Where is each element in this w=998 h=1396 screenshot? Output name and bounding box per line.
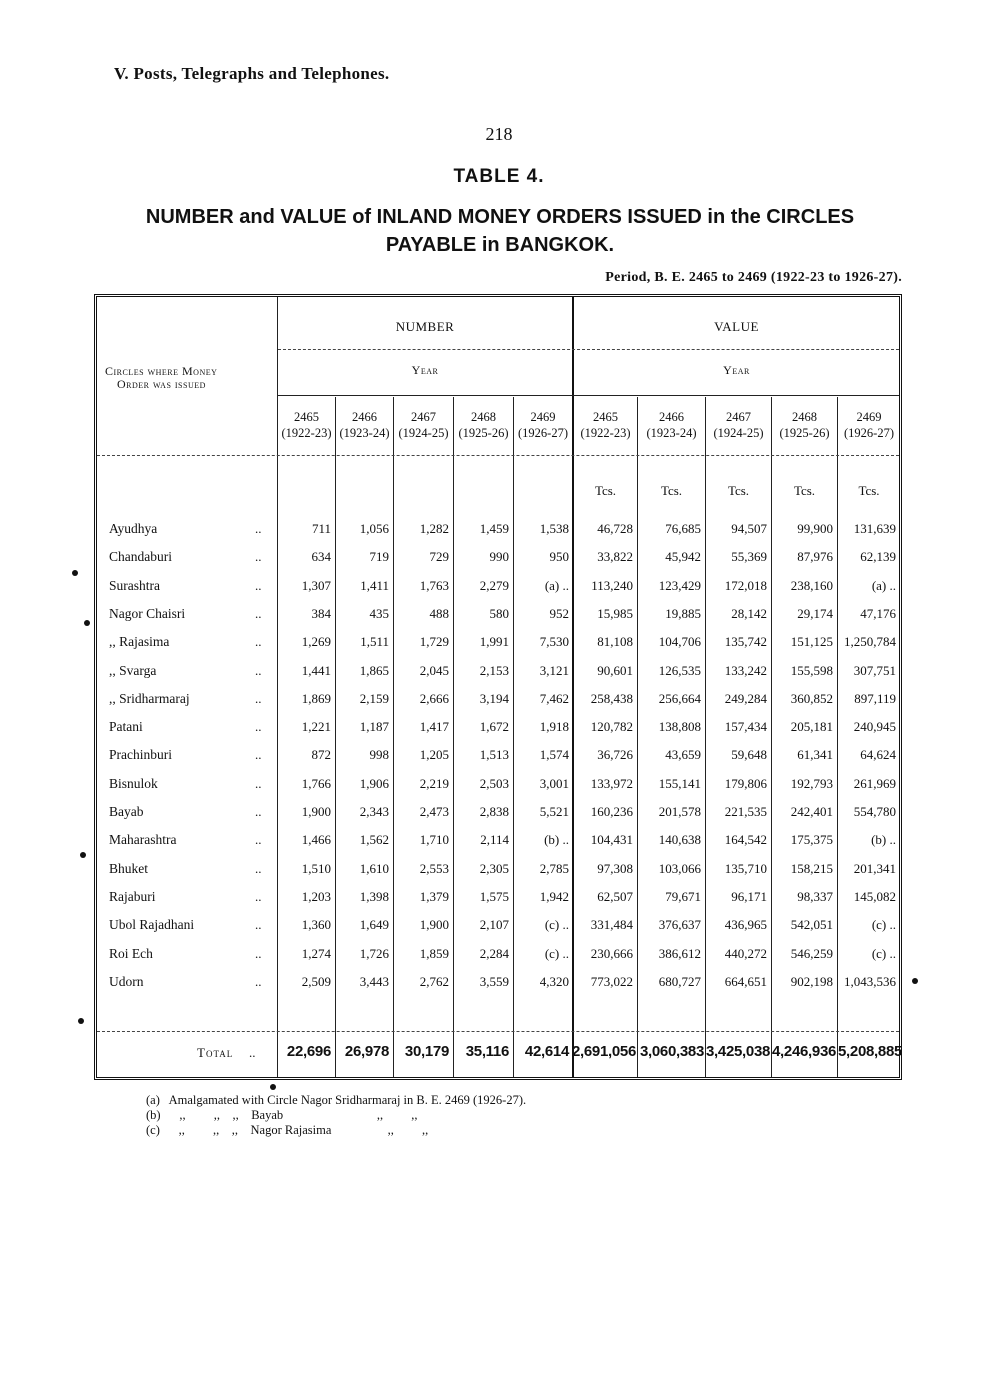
value-cell: 113,240	[591, 577, 633, 593]
table-row	[97, 549, 905, 577]
header-rule	[97, 455, 899, 456]
number-cell: 711	[311, 521, 331, 536]
year-header-value-2467: 2467 (1924-25)	[713, 410, 764, 440]
value-cell: 160,236	[590, 804, 633, 819]
number-cell: 1,942	[539, 888, 569, 904]
table-label: TABLE 4.	[453, 166, 545, 187]
value-cell: 201,341	[853, 860, 896, 876]
value-cell: 45,942	[665, 549, 701, 565]
table-row	[97, 521, 905, 549]
number-cell: 3,194	[479, 690, 509, 706]
value-cell: 104,431	[590, 832, 633, 848]
value-cell: 436,965	[724, 917, 767, 933]
number-cell: 1,307	[301, 577, 331, 593]
number-cell: (c) ..	[544, 917, 569, 933]
year-header-value-2465: 2465 (1922-23)	[580, 410, 631, 440]
value-cell: 1,250,784	[844, 634, 896, 650]
number-cell: 1,360	[301, 917, 331, 933]
circle-name: Nagor Chaisri	[109, 605, 186, 621]
value-cell: 151,125	[790, 634, 833, 650]
value-cell: 94,507	[731, 521, 767, 536]
row-leader-dots: ..	[249, 1045, 256, 1060]
value-cell: 98,337	[797, 888, 833, 904]
number-cell: 990	[489, 549, 509, 565]
number-cell: (b) ..	[544, 832, 569, 848]
year-header-value-2466: 2466 (1923-24)	[646, 410, 697, 440]
number-cell: 952	[549, 605, 569, 621]
total-number-2466: 26,978	[344, 1043, 389, 1060]
value-cell: 230,666	[590, 945, 633, 961]
value-cell: 29,174	[797, 605, 833, 621]
row-leader-dots: ..	[255, 860, 262, 876]
number-cell: 488	[429, 605, 449, 621]
value-cell: 773,022	[590, 973, 633, 989]
value-cell: (c) ..	[871, 917, 896, 933]
value-cell: 192,793	[790, 775, 833, 791]
value-cell: 99,900	[797, 521, 833, 536]
value-cell: 542,051	[790, 917, 833, 933]
value-cell: 331,484	[590, 917, 633, 933]
value-cell: 76,685	[665, 521, 701, 536]
value-cell: 90,601	[597, 662, 633, 678]
table-row	[97, 634, 905, 662]
number-cell: 1,411	[360, 577, 389, 593]
number-cell: 580	[489, 605, 509, 621]
number-cell: (c) ..	[544, 945, 569, 961]
row-leader-dots: ..	[255, 804, 262, 819]
value-cell: 258,438	[590, 690, 633, 706]
total-value-2466: 3,060,383	[639, 1043, 704, 1060]
number-cell: 729	[429, 549, 449, 565]
value-cell: 440,272	[724, 945, 767, 961]
value-cell: 680,727	[658, 973, 701, 989]
value-cell: 28,142	[731, 605, 767, 621]
number-cell: 384	[311, 605, 331, 621]
number-cell: 1,900	[301, 804, 331, 819]
number-cell: 1,274	[301, 945, 331, 961]
value-cell: 261,969	[853, 775, 896, 791]
number-cell: 2,343	[359, 804, 389, 819]
table-row	[97, 776, 905, 804]
value-cell: 240,945	[853, 719, 896, 735]
row-leader-dots: ..	[255, 690, 262, 706]
number-cell: 1,282	[419, 521, 449, 536]
number-cell: 1,056	[359, 521, 389, 536]
number-cell: 1,203	[301, 888, 331, 904]
number-cell: 2,219	[419, 775, 449, 791]
unit-label: Tcs.	[858, 483, 880, 498]
number-cell: 1,918	[539, 719, 569, 735]
number-cell: 2,503	[479, 775, 509, 791]
value-cell: (c) ..	[871, 945, 896, 961]
circles-header-line2: Order was issued	[117, 377, 206, 391]
value-cell: 249,284	[724, 690, 767, 706]
number-cell: 1,869	[301, 690, 331, 706]
value-cell: 120,782	[590, 719, 633, 735]
year-header-number-2465: 2465 (1922-23)	[281, 410, 332, 440]
number-cell: 998	[369, 747, 389, 763]
scan-speck	[84, 620, 90, 626]
number-group-header: NUMBER	[395, 319, 455, 334]
value-cell: 172,018	[724, 577, 767, 593]
value-cell: 47,176	[860, 605, 896, 621]
table-row	[97, 889, 905, 917]
number-cell: 1,575	[479, 888, 509, 904]
circle-name: Ayudhya	[109, 521, 158, 536]
number-year-header: Year	[411, 363, 439, 377]
number-cell: 2,473	[419, 804, 449, 819]
value-cell: 131,639	[853, 521, 896, 536]
circle-name: Ubol Rajadhani	[109, 917, 195, 933]
section-header: V. Posts, Telegraphs and Telephones.	[114, 64, 390, 83]
row-leader-dots: ..	[255, 747, 262, 763]
table-row	[97, 832, 905, 860]
number-cell: 1,763	[419, 577, 449, 593]
circles-header-line1: Circles where Money	[105, 364, 218, 378]
row-leader-dots: ..	[255, 549, 262, 565]
circle-name: Rajaburi	[109, 888, 156, 904]
table-title-line1: NUMBER and VALUE of INLAND MONEY ORDERS ISSUED in the CIRCLES	[145, 206, 855, 228]
number-cell: 1,672	[479, 719, 509, 735]
number-cell: 2,107	[479, 917, 509, 933]
number-cell: 1,441	[301, 662, 331, 678]
row-leader-dots: ..	[255, 945, 262, 961]
total-number-2467: 30,179	[404, 1043, 449, 1060]
number-cell: 1,511	[360, 634, 389, 650]
total-value-2468: 4,246,936	[772, 1043, 837, 1060]
value-cell: 46,728	[597, 521, 633, 536]
value-cell: 664,651	[724, 973, 767, 989]
value-cell: 104,706	[658, 634, 701, 650]
total-number-2469: 42,614	[524, 1043, 569, 1060]
number-cell: 1,379	[419, 888, 449, 904]
scan-speck	[78, 1018, 84, 1024]
number-cell: 1,906	[359, 775, 389, 791]
number-cell: 2,838	[479, 804, 509, 819]
number-cell: 1,726	[359, 945, 389, 961]
value-cell: 360,852	[790, 690, 833, 706]
number-cell: 2,785	[539, 860, 569, 876]
year-header-number-2467: 2467 (1924-25)	[398, 410, 449, 440]
number-cell: 1,513	[479, 747, 509, 763]
unit-label: Tcs.	[660, 483, 683, 498]
year-header-number-2468: 2468 (1925-26)	[458, 410, 509, 440]
value-cell: 376,637	[658, 917, 701, 933]
value-cell: 221,535	[724, 804, 767, 819]
year-header-number-2469: 2469 (1926-27)	[518, 410, 568, 440]
value-cell: 242,401	[790, 804, 833, 819]
number-cell: 2,284	[479, 945, 509, 961]
number-cell: 1,187	[359, 719, 389, 735]
table-row	[97, 747, 905, 775]
number-cell: 634	[311, 549, 331, 565]
table-row	[97, 804, 905, 832]
number-cell: 1,538	[539, 521, 569, 536]
number-cell: 1,991	[479, 634, 509, 650]
circle-name: Udorn	[109, 973, 144, 989]
table-row	[97, 578, 905, 606]
row-leader-dots: ..	[255, 775, 262, 791]
number-cell: 1,459	[479, 521, 509, 536]
number-cell: 1,417	[419, 719, 449, 735]
number-cell: 1,729	[419, 634, 449, 650]
value-cell: 87,976	[797, 549, 833, 565]
circle-name: ,, Rajasima	[109, 634, 170, 650]
number-cell: 3,559	[479, 973, 509, 989]
number-cell: 2,159	[359, 690, 389, 706]
value-cell: 19,885	[665, 605, 701, 621]
value-cell: 133,242	[724, 662, 767, 678]
number-cell: 2,279	[479, 577, 509, 593]
year-header-value-2468: 2468 (1925-26)	[779, 410, 830, 440]
table-row	[97, 974, 905, 1002]
value-cell: 61,341	[797, 747, 833, 763]
table-row	[97, 917, 905, 945]
row-leader-dots: ..	[255, 605, 262, 621]
number-cell: 7,530	[539, 634, 569, 650]
number-cell: 1,269	[301, 634, 331, 650]
scan-speck	[72, 570, 78, 576]
number-cell: 4,320	[539, 973, 569, 989]
value-cell: 59,648	[731, 747, 767, 763]
value-cell: 155,141	[658, 775, 701, 791]
number-cell: 1,205	[419, 747, 449, 763]
value-cell: 256,664	[658, 690, 701, 706]
value-cell: 81,108	[597, 634, 633, 650]
unit-label: Tcs.	[793, 483, 816, 498]
circle-name: ,, Svarga	[109, 662, 157, 678]
number-cell: 1,865	[359, 662, 389, 678]
circles-column-header	[105, 365, 275, 391]
value-cell: 155,598	[790, 662, 833, 678]
number-cell: 1,649	[359, 917, 389, 933]
scan-speck	[270, 1084, 276, 1090]
period-subtitle: Period, B. E. 2465 to 2469 (1922-23 to 1926-27).	[605, 270, 902, 285]
circle-name: Chandaburi	[109, 549, 172, 565]
value-cell: 902,198	[790, 973, 833, 989]
table-row	[97, 946, 905, 974]
number-cell: 2,553	[419, 860, 449, 876]
number-cell: 1,710	[419, 832, 449, 848]
number-cell: 1,610	[359, 860, 389, 876]
circle-name: Roi Ech	[109, 945, 153, 961]
number-cell: 1,900	[419, 917, 449, 933]
number-cell: 2,045	[419, 662, 449, 678]
table-row	[97, 606, 905, 634]
footnote-b: (b) ,, ,, ,, Bayab ,, ,,	[146, 1108, 418, 1122]
total-value-2467: 3,425,038	[706, 1043, 771, 1060]
value-cell: 64,624	[860, 747, 896, 763]
value-cell: 97,308	[597, 860, 633, 876]
unit-label: Tcs.	[594, 483, 617, 498]
row-leader-dots: ..	[255, 634, 262, 650]
circle-name: Bisnulok	[109, 775, 158, 791]
value-cell: 133,972	[590, 775, 633, 791]
value-cell: 554,780	[853, 804, 896, 819]
number-cell: 7,462	[539, 690, 569, 706]
table-row	[97, 663, 905, 691]
number-cell: 1,859	[419, 945, 449, 961]
circle-name: Bayab	[109, 804, 144, 819]
number-cell: 950	[549, 549, 569, 565]
row-leader-dots: ..	[255, 973, 262, 989]
value-cell: 103,066	[658, 860, 701, 876]
row-leader-dots: ..	[255, 662, 262, 678]
row-leader-dots: ..	[255, 888, 262, 904]
value-cell: 62,139	[860, 549, 896, 565]
year-header-value-2469: 2469 (1926-27)	[844, 410, 894, 440]
number-cell: 2,666	[419, 690, 449, 706]
table-row	[97, 691, 905, 719]
table-row	[97, 861, 905, 889]
value-cell: 140,638	[658, 832, 701, 848]
value-cell: 1,043,536	[844, 973, 896, 989]
value-cell: 135,742	[724, 634, 767, 650]
total-number-2468: 35,116	[465, 1043, 509, 1060]
value-cell: 164,542	[724, 832, 767, 848]
value-cell: 546,259	[790, 945, 833, 961]
scan-speck	[80, 852, 86, 858]
row-leader-dots: ..	[255, 832, 262, 848]
value-cell: 897,119	[854, 690, 896, 706]
number-cell: 1,466	[301, 832, 331, 848]
number-cell: 2,762	[419, 973, 449, 989]
header-rule	[278, 349, 899, 350]
scan-speck	[912, 978, 918, 984]
number-cell: 5,521	[539, 804, 569, 819]
number-cell: 2,153	[479, 662, 509, 678]
value-cell: 307,751	[853, 662, 896, 678]
value-cell: 43,659	[665, 747, 701, 763]
value-cell: 55,369	[731, 549, 767, 565]
year-header-number-2466: 2466 (1923-24)	[339, 410, 390, 440]
value-cell: 157,434	[724, 719, 767, 735]
circle-name: Patani	[109, 719, 143, 735]
value-cell: 138,808	[658, 719, 701, 735]
total-row	[97, 1045, 905, 1073]
value-cell: 158,215	[790, 860, 833, 876]
number-cell: 1,510	[301, 860, 331, 876]
number-cell: 1,766	[301, 775, 331, 791]
value-cell: 179,806	[724, 775, 767, 791]
number-cell: 2,114	[480, 832, 509, 848]
value-cell: 123,429	[658, 577, 701, 593]
table-title-line2: PAYABLE in BANGKOK.	[385, 234, 615, 256]
circle-name: Bhuket	[109, 860, 148, 876]
value-cell: 62,507	[597, 888, 633, 904]
total-number-2465: 22,696	[286, 1043, 331, 1060]
value-cell: 15,985	[597, 605, 633, 621]
value-cell: 79,671	[665, 888, 701, 904]
value-cell: 96,171	[731, 888, 767, 904]
number-cell: 1,574	[539, 747, 569, 763]
unit-label: Tcs.	[727, 483, 750, 498]
number-cell: 872	[311, 747, 331, 763]
circle-name: Surashtra	[109, 577, 160, 593]
header-rule	[278, 395, 899, 396]
money-orders-table	[94, 294, 902, 1080]
number-cell: 3,443	[359, 973, 389, 989]
number-cell: 2,509	[301, 973, 331, 989]
number-cell: 1,562	[359, 832, 389, 848]
footnote-a: (a) Amalgamated with Circle Nagor Sridharmaraj in B. E. 2469 (1926-27).	[146, 1093, 527, 1107]
table-row	[97, 719, 905, 747]
row-leader-dots: ..	[255, 521, 262, 536]
total-value-2465: 2,691,056	[571, 1043, 636, 1060]
value-cell: 201,578	[658, 804, 701, 819]
number-cell: 1,398	[359, 888, 389, 904]
value-cell: 126,535	[658, 662, 701, 678]
value-cell: (a) ..	[871, 577, 896, 593]
row-leader-dots: ..	[255, 917, 262, 933]
number-cell: 3,001	[539, 775, 569, 791]
circle-name: ,, Sridharmaraj	[109, 690, 190, 706]
number-cell: 435	[369, 605, 389, 621]
total-rule	[97, 1031, 899, 1032]
value-cell: 145,082	[853, 888, 896, 904]
circle-name: Maharashtra	[109, 832, 177, 848]
value-cell: 386,612	[658, 945, 701, 961]
number-cell: 1,221	[301, 719, 331, 735]
footnote-c: (c) ,, ,, ,, Nagor Rajasima ,, ,,	[146, 1123, 429, 1137]
value-cell: 135,710	[724, 860, 767, 876]
value-cell: 33,822	[597, 549, 633, 565]
value-group-header: VALUE	[714, 319, 759, 334]
total-label: Total	[197, 1045, 234, 1060]
value-cell: (b) ..	[871, 832, 896, 848]
value-cell: 238,160	[790, 577, 833, 593]
circle-name: Prachinburi	[109, 747, 172, 763]
page-number: 218	[485, 124, 513, 144]
number-cell: 719	[369, 549, 389, 565]
number-cell: 2,305	[479, 860, 509, 876]
value-cell: 205,181	[790, 719, 833, 735]
total-value-2469: 5,208,885	[838, 1043, 903, 1060]
row-leader-dots: ..	[255, 719, 262, 735]
value-year-header: Year	[723, 363, 750, 377]
value-cell: 36,726	[597, 747, 633, 763]
number-cell: 3,121	[539, 662, 569, 678]
value-cell: 175,375	[790, 832, 833, 848]
row-leader-dots: ..	[255, 577, 262, 593]
number-cell: (a) ..	[544, 577, 569, 593]
